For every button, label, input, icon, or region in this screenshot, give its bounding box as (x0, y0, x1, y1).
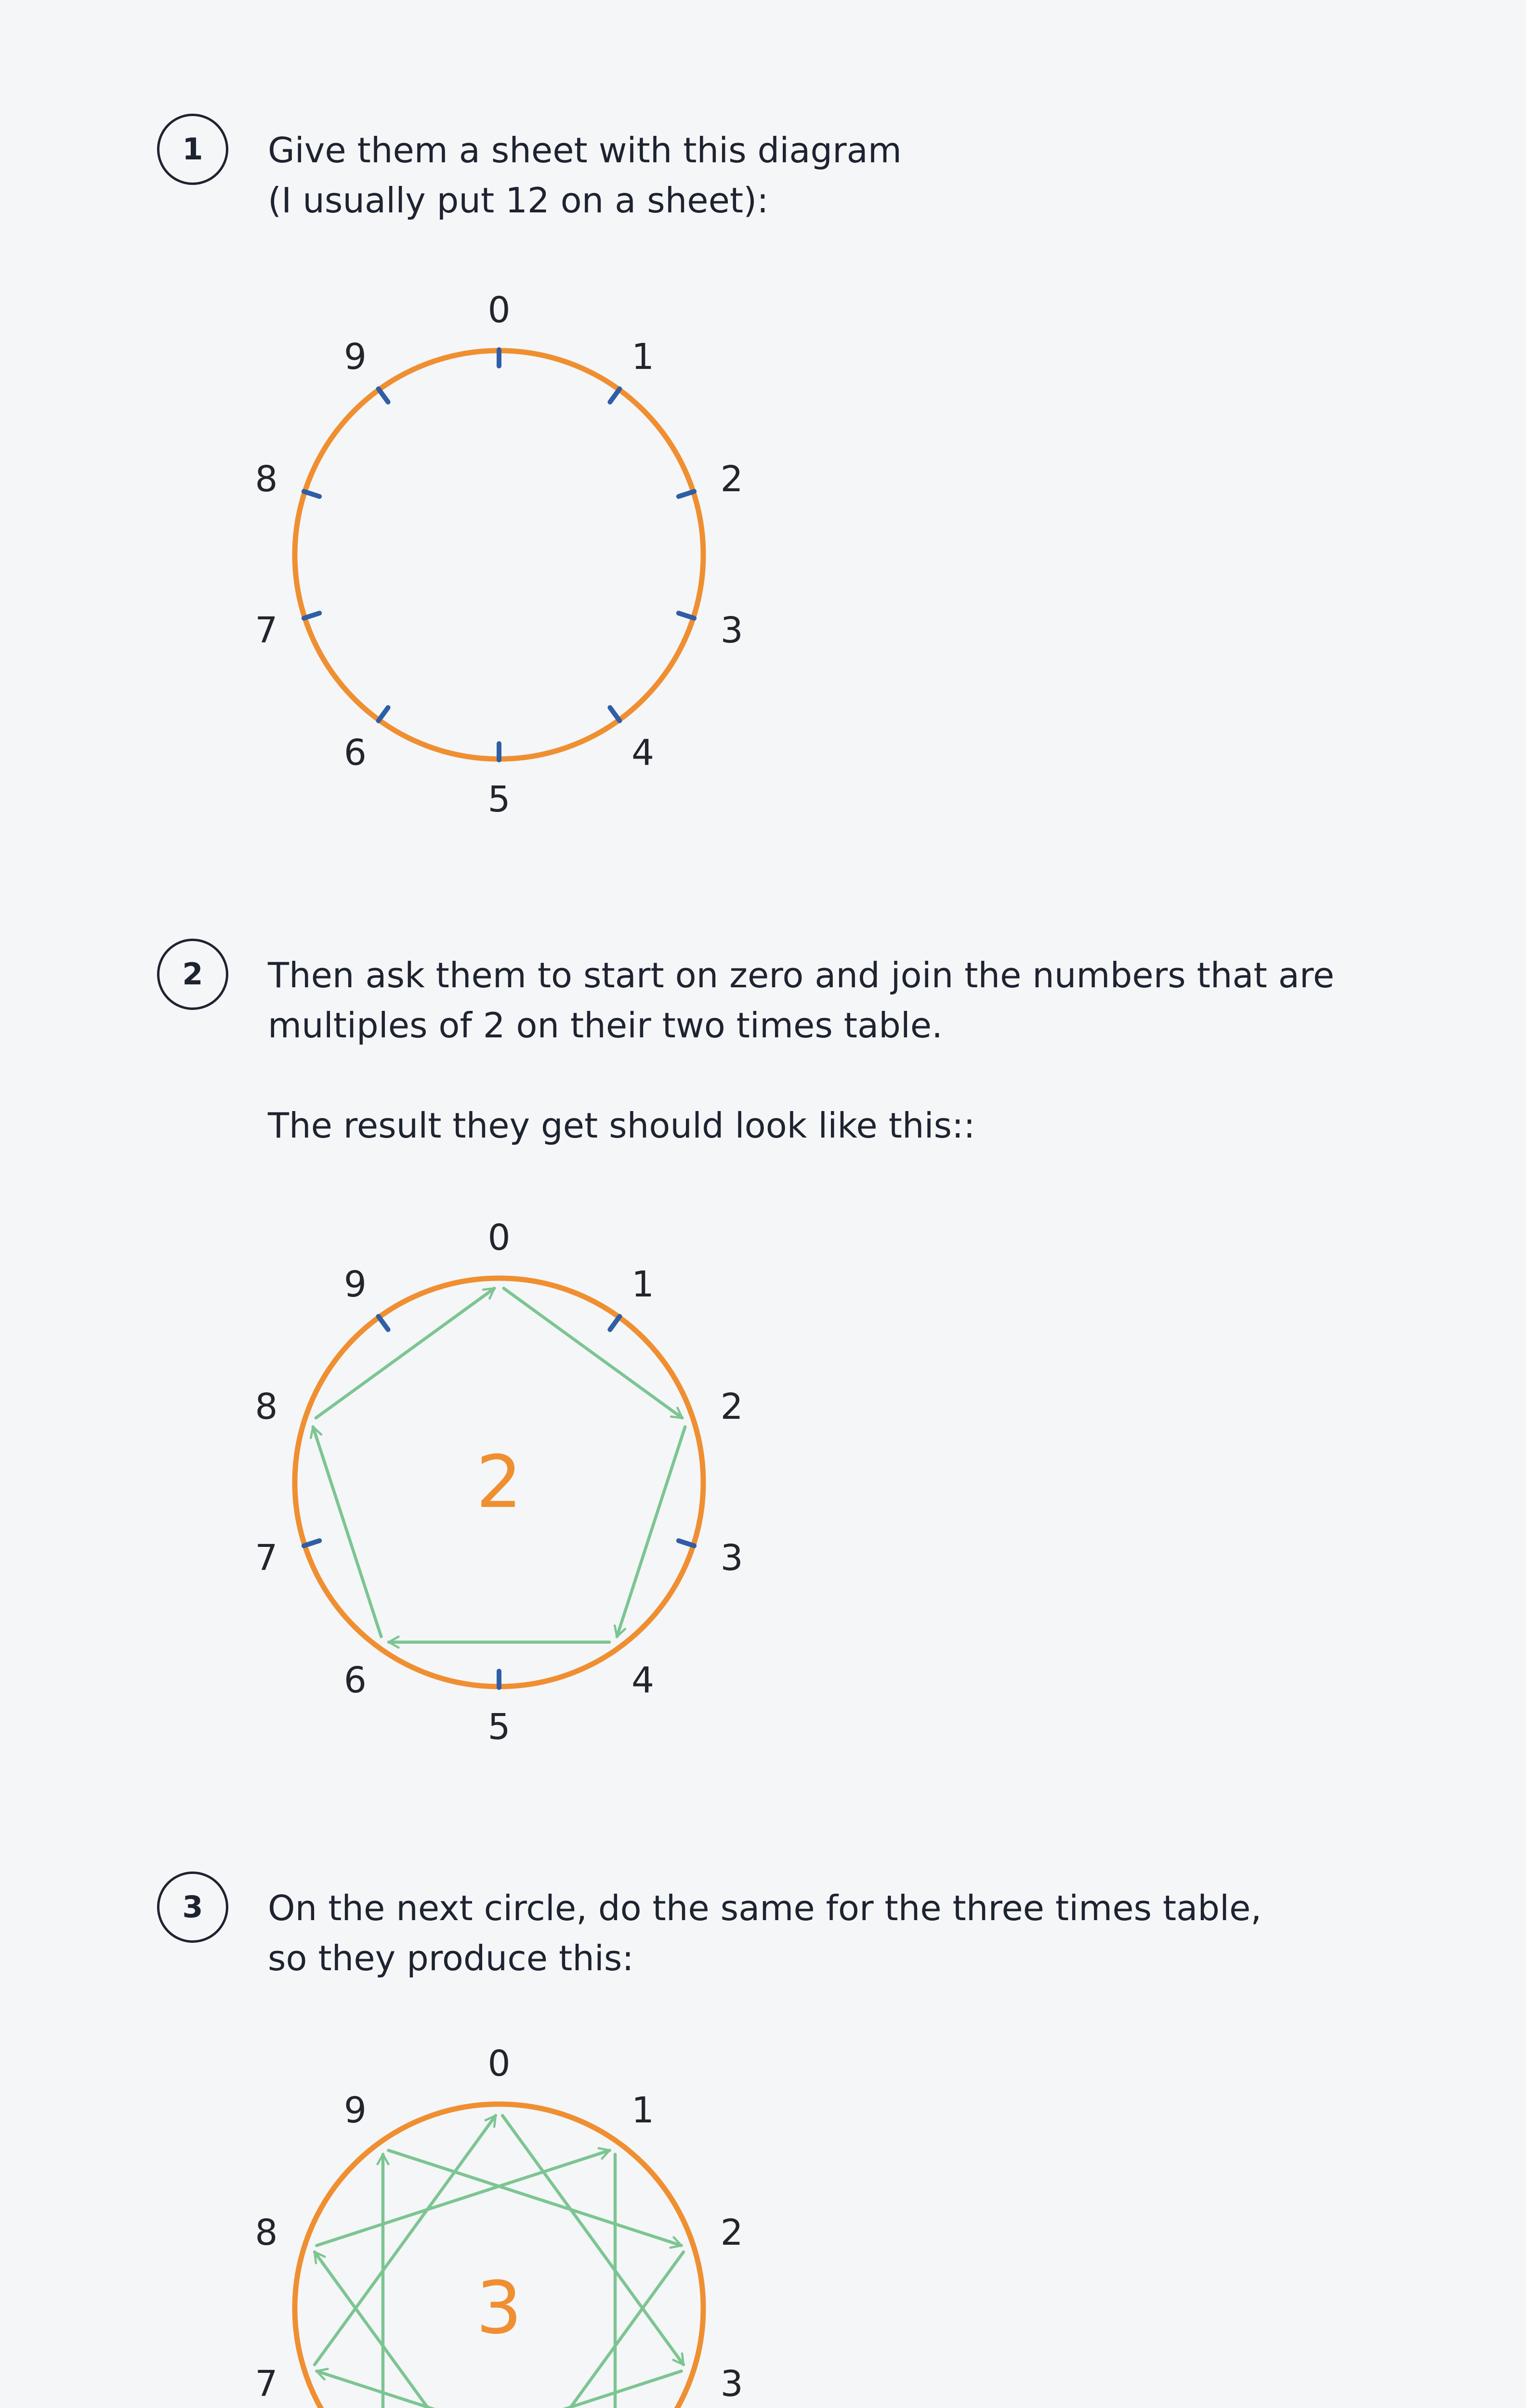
multiple-connection-arrow (315, 2252, 496, 2408)
dial-number: 1 (631, 1264, 655, 1306)
instruction-line: On the next circle, do the same for the three times table, (268, 1888, 1262, 1928)
dial-number: 3 (720, 609, 743, 651)
step-number-badge: 1 (157, 114, 228, 185)
multiple-connection-arrow (388, 2371, 681, 2408)
dial-number: 5 (487, 779, 511, 820)
dial-number: 4 (631, 1659, 655, 1701)
dial-number: 0 (487, 1217, 511, 1258)
dial-number: 7 (255, 2363, 278, 2405)
multiple-connection-arrow (316, 2150, 609, 2246)
instruction-line: so they produce this: (268, 1938, 634, 1978)
multiple-connection-arrow (315, 2116, 496, 2365)
dial-number: 9 (343, 2090, 367, 2132)
dial-number: 8 (255, 1386, 278, 1428)
dial-number: 2 (720, 1386, 743, 1428)
multiple-connection-arrow (502, 2116, 684, 2365)
dial-circle (295, 2104, 703, 2408)
dial-number: 1 (631, 2090, 655, 2132)
times-table-label: 2 (476, 1440, 522, 1524)
step-number-badge: 2 (157, 939, 228, 1010)
multiple-connection-arrow (316, 2371, 609, 2408)
dial-number: 7 (255, 1537, 278, 1579)
dial-number: 9 (343, 336, 367, 378)
multiple-connection-arrow (388, 2150, 681, 2246)
dial-number: 1 (631, 336, 655, 378)
dial-number: 3 (720, 2363, 743, 2405)
multiple-connection-arrow (502, 2252, 684, 2408)
step-number-badge: 3 (157, 1871, 228, 1943)
instruction-line: Then ask them to start on zero and join the numbers that are (268, 955, 1335, 995)
instruction-line: (I usually put 12 on a sheet): (268, 180, 769, 221)
dial-number: 2 (720, 2212, 743, 2254)
dial-number: 6 (343, 732, 367, 773)
result-text: The result they get should look like this:: (268, 1105, 975, 1146)
dial-number: 7 (255, 609, 278, 651)
dial-number: 8 (255, 2212, 278, 2254)
dial-number: 5 (487, 1706, 511, 1748)
dial-number: 8 (255, 458, 278, 500)
dial-number: 3 (720, 1537, 743, 1579)
dial-number: 4 (631, 732, 655, 773)
dial-number: 2 (720, 458, 743, 500)
instruction-line: multiples of 2 on their two times table. (268, 1005, 943, 1046)
dial-number: 9 (343, 1264, 367, 1306)
dial-number: 0 (487, 2043, 511, 2084)
times-table-label: 3 (476, 2266, 522, 2350)
dial-number: 0 (487, 289, 511, 331)
instruction-line: Give them a sheet with this diagram (268, 130, 902, 170)
dial-number: 6 (343, 1659, 367, 1701)
